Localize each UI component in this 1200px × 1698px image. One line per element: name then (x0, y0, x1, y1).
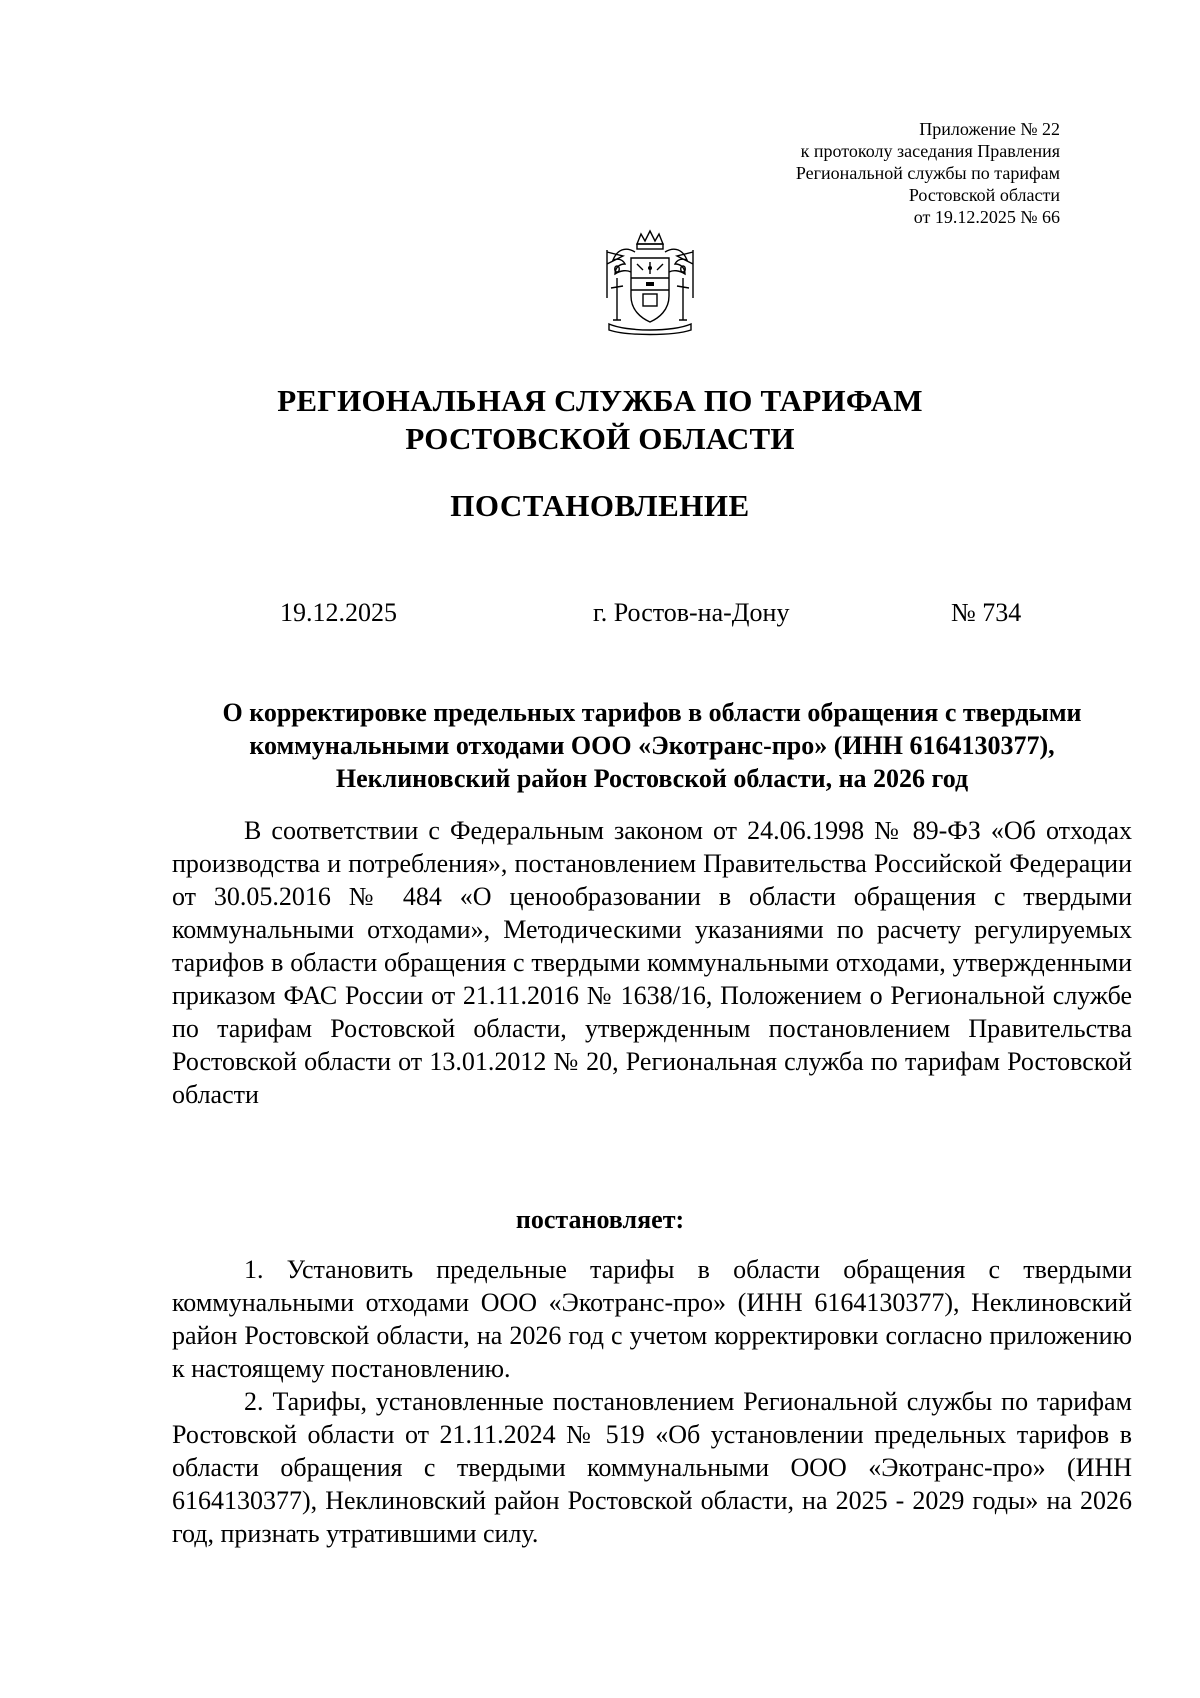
appendix-note (796, 118, 1060, 228)
title-line: коммунальными отходами ООО «Экотранс-про» (ИНН 6164130377), (249, 731, 1055, 760)
preamble-section (172, 814, 1132, 1111)
preamble-paragraph: В соответствии с Федеральным законом от 24.06.1998 № 89-ФЗ «Об отходах производства и потребления», постановлением Правительства Российской Федерации от 30.05.2016 № 484 «О ценообразовании в области обращения с твердыми коммунальными отходами», Методическими указаниями по расчету регулируемых тарифов в области обращения с твердыми коммунальными отходами, утвержденными приказом ФАС России от 21.11.2016 № 1638/16, Положением о Региональной службе по тарифам Ростовской области, утвержденным постановлением Правительства Ростовской области от 13.01.2012 № 20, Региональная служба по тарифам Ростовской области (172, 816, 1132, 1109)
resolves-heading: постановляет: (515, 1205, 685, 1234)
appendix-line: к протоколу заседания Правления (800, 141, 1060, 161)
document-title (172, 696, 1132, 795)
resolution-items (172, 1253, 1132, 1550)
appendix-line: Региональной службы по тарифам (795, 163, 1060, 183)
organization-line: РЕГИОНАЛЬНАЯ СЛУЖБА ПО ТАРИФАМ (277, 383, 923, 418)
document-city: г. Ростов-на-Дону (593, 598, 790, 627)
organization-line: РОСТОВСКОЙ ОБЛАСТИ (405, 421, 795, 456)
appendix-line: Ростовской области (908, 185, 1060, 205)
appendix-line: Приложение № 22 (919, 119, 1060, 139)
resolution-item-2: 2. Тарифы, установленные постановлением Региональной службы по тарифам Ростовской области от 21.11.2024 № 519 «Об установлении предельных тарифов в области обращения с твердыми коммунальными ООО «Экотранс-про» (ИНН 6164130377), Неклиновский район Ростовской области, на 2025 - 2029 годы» на 2026 год, признать утратившими силу. (172, 1387, 1132, 1548)
document-type: ПОСТАНОВЛЕНИЕ (450, 488, 750, 523)
resolution-item-1: 1. Установить предельные тарифы в области обращения с твердыми коммунальными отходами ООО «Экотранс-про» (ИНН 6164130377), Неклиновский район Ростовской области, на 2026 год с учетом корректировки согласно приложению к настоящему постановлению. (172, 1255, 1132, 1383)
title-line: Неклиновский район Ростовской области, на 2026 год (335, 764, 969, 793)
coat-of-arms-icon (597, 228, 703, 336)
appendix-line: от 19.12.2025 № 66 (913, 207, 1060, 227)
title-line: О корректировке предельных тарифов в области обращения с твердыми (222, 698, 1082, 727)
document-date: 19.12.2025 (280, 598, 397, 627)
document-number: № 734 (951, 598, 1022, 627)
organization-name (0, 382, 1200, 458)
